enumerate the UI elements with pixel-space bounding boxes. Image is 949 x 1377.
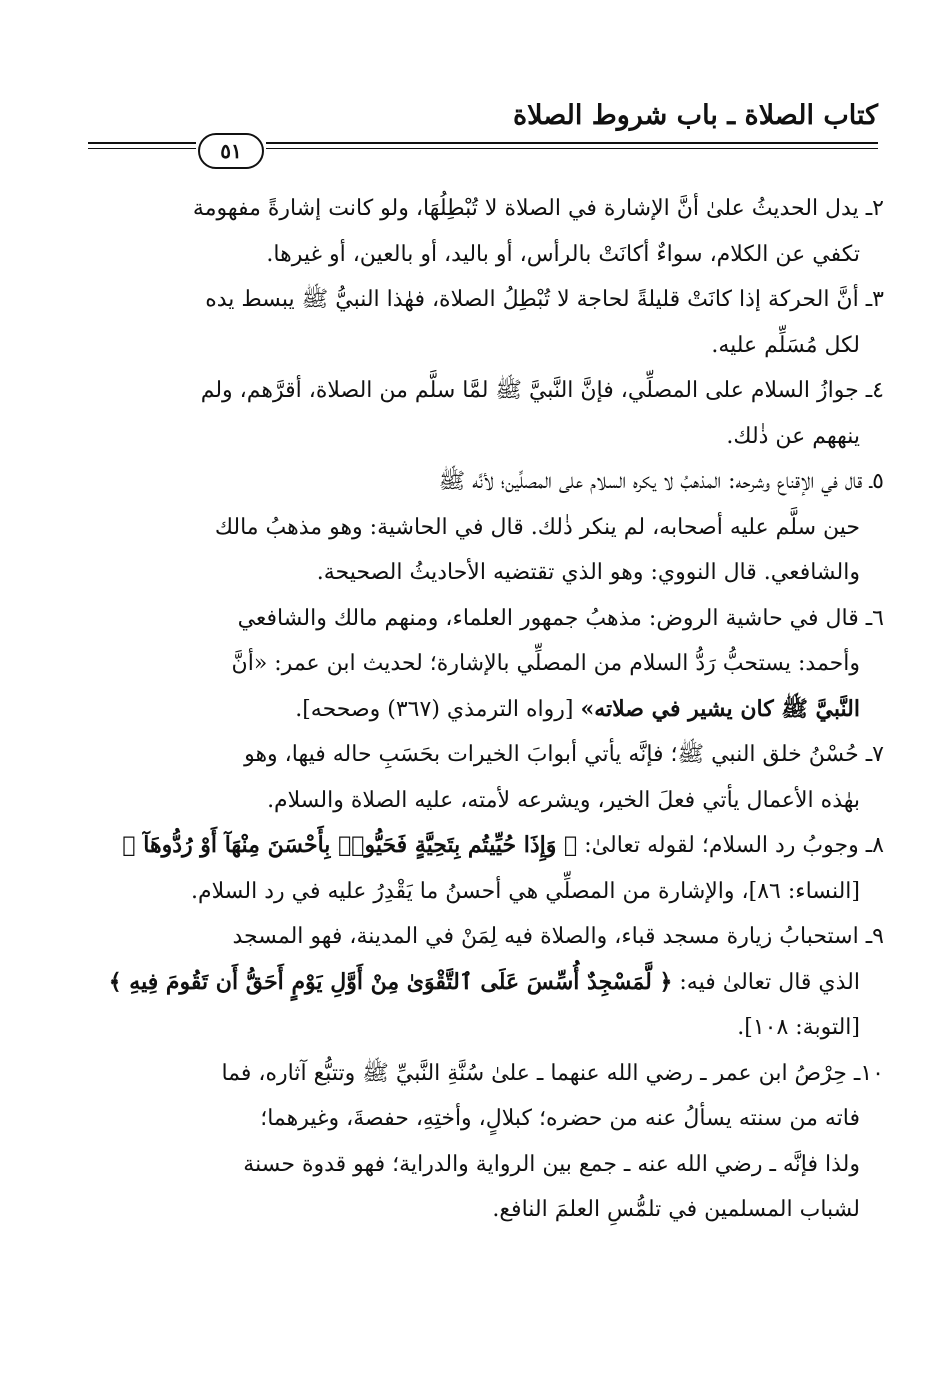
item-number: ٩ـ (865, 924, 884, 949)
item-number: ٤ـ (865, 378, 884, 403)
page-number: ٥١ (198, 133, 264, 169)
item-line: وأحمد: يستحبُّ رَدُّ السلام من المصلِّي بالإشارة؛ لحديث ابن عمر: «أنَّ (231, 651, 860, 676)
list-item-3 (84, 277, 884, 368)
hadith-reference: [رواه الترمذي (٣٦٧) وصححه]. (295, 696, 581, 722)
list-item-7 (84, 732, 884, 823)
item-line: حِرْصُ ابن عمر ـ رضي الله عنهما ـ علىٰ سُنَّةِ النَّبيِّ ﷺ وتتبُّع آثاره، فما (221, 1060, 847, 1086)
item-line: قال في حاشية الروض: مذهبُ جمهور العلماء، ومنهم مالك والشافعي (237, 605, 859, 631)
item-line: لكل مُسَلِّم عليه. (711, 332, 860, 358)
item-line: والشافعي. قال النووي: وهو الذي تقتضيه الأحاديثُ الصحيحة. (316, 560, 860, 585)
item-line: جوازُ السلام على المصلِّي، فإنَّ النَّبيَّ ﷺ لمَّا سلَّم من الصلاة، أقرَّهم، ولم (200, 378, 859, 403)
item-line: الذي قال تعالىٰ فيه: (679, 969, 860, 995)
hadith-quote: النَّبيَّ ﷺ كان يشير في صلاته» (580, 695, 860, 722)
item-line: لشباب المسلمين في تلمُّسِ العلمَ النافع. (492, 1197, 860, 1222)
item-number: ٨ـ (865, 833, 884, 858)
item-line: أنَّ الحركة إذا كانَتْ قليلةً لحاجة لا تُبْطِلُ الصلاة، فهٰذا النبيُّ ﷺ يبسط يده (205, 287, 859, 312)
item-number: ٧ـ (865, 742, 884, 767)
running-title: كتاب الصلاة ـ باب شروط الصلاة (512, 100, 878, 131)
page-header (88, 100, 878, 170)
item-line: يدل الحديثُ علىٰ أنَّ الإشارة في الصلاة لا تُبْطِلُهَا، ولو كانت إشارةً مفهومة (192, 196, 859, 221)
header-rule-left-thin (88, 148, 196, 149)
item-line: قال في الإقناع وشرحه: المذهبُ لا يكره السلام على المصلِّين؛ لأنَّه ﷺ (438, 469, 863, 494)
list-item-10 (84, 1051, 884, 1233)
item-line: [التوبة: ١٠٨]. (737, 1015, 860, 1040)
item-number: ٣ـ (865, 287, 884, 312)
item-line: حُسْنُ خلق النبي ﷺ؛ فإنَّه يأتي أبوابَ الخيرات بحَسَبِ حاله فيها، وهو (244, 742, 859, 767)
list-item-5 (84, 459, 884, 596)
list-item-8 (84, 823, 884, 914)
item-line: بهٰذه الأعمال يأتي فعلَ الخير، ويشرعه لأمته، عليه الصلاة والسلام. (267, 787, 860, 813)
item-number: ٢ـ (865, 196, 884, 221)
header-rule-left (88, 142, 196, 144)
item-line-with-hadith (84, 687, 884, 733)
item-line: ولذا فإنَّه ـ رضي الله عنه ـ جمع بين الرواية والدراية؛ فهو قدوة حسنة (243, 1151, 860, 1177)
list-item-6 (84, 596, 884, 733)
item-number: ١٠ـ (853, 1060, 884, 1086)
item-line: تكفي عن الكلام، سواءٌ أكانَتْ بالرأس، أو باليد، أو بالعين، أو غيرها. (266, 241, 860, 267)
item-number: ٥ـ (869, 469, 884, 494)
item-line-with-verse (84, 960, 884, 1006)
item-number: ٦ـ (865, 605, 884, 631)
header-rule-right-thin (266, 148, 878, 149)
item-line: وجوبُ رد السلام؛ لقوله تعالىٰ: (584, 833, 859, 858)
header-rule-right (266, 142, 878, 144)
item-line: استحبابُ زيارة مسجد قباء، والصلاة فيه لِمَنْ في المدينة، فهو المسجد (232, 924, 859, 949)
item-line: حين سلَّم عليه أصحابه، لم ينكر ذٰلك. قال في الحاشية: وهو مذهبُ مالك (214, 514, 860, 540)
item-line: فاته من سنته يسألُ عنه من حضره؛ كبلالٍ، وأختِهِ، حفصةَ، وغيرهما؛ (260, 1106, 860, 1131)
quran-verse: ﴿ لَّمَسْجِدٌ أُسِّسَ عَلَى ٱلتَّقْوَىٰ مِنْ أَوَّلِ يَوْمٍ أَحَقُّ أَن تَقُومَ فِيهِ ﴾ (108, 968, 673, 995)
item-line: [النساء: ٨٦]، والإشارة من المصلِّي هي أحسنُ ما يَقْدِرُ عليه في رد السلام. (191, 878, 860, 904)
page-body (84, 186, 884, 1233)
list-item-2 (84, 186, 884, 277)
quran-verse: ﴿ وَإِذَا حُيِّيتُم بِتَحِيَّةٍ فَحَيُّوا۟ بِأَحْسَنَ مِنْهَآ أَوْ رُدُّوهَآ ﴾ (122, 832, 578, 858)
list-item-9 (84, 914, 884, 1051)
list-item-4 (84, 368, 884, 459)
item-line: ينههم عن ذٰلك. (726, 423, 860, 449)
